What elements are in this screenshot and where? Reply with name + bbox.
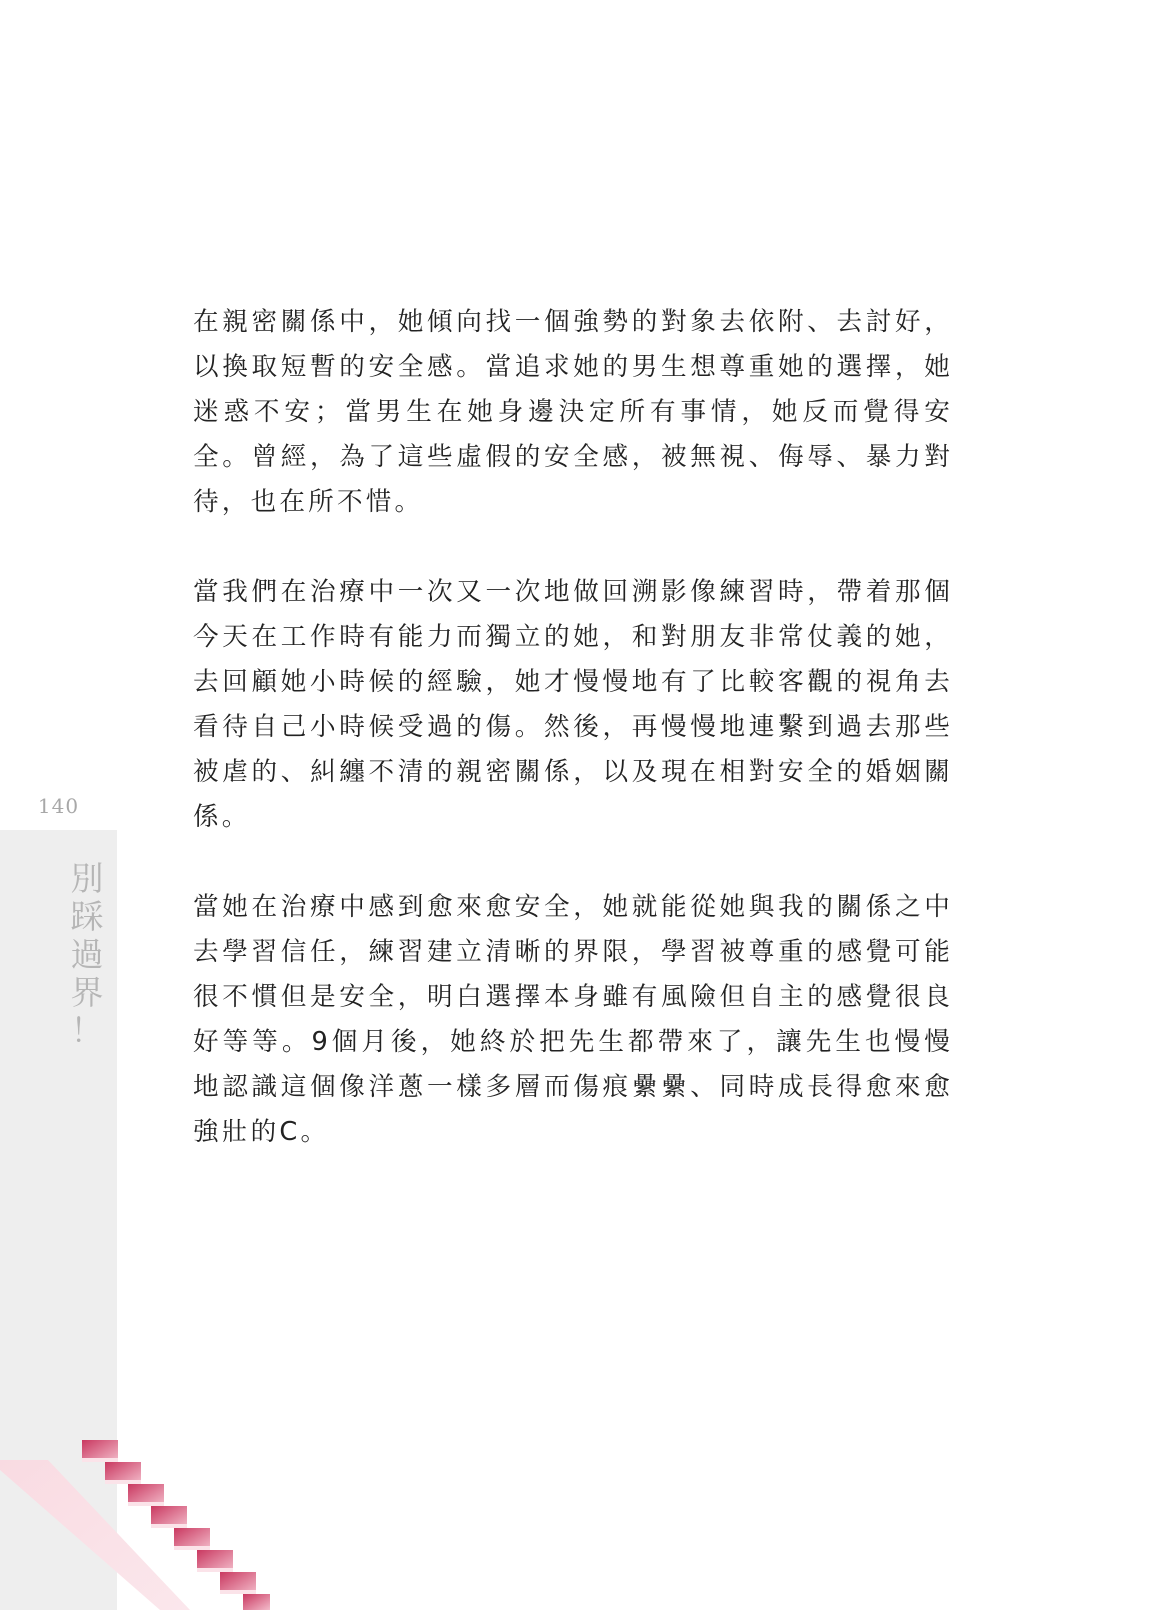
paragraph: 在親密關係中，她傾向找一個強勢的對象去依附、去討好，以換取短暫的安全感。當追求她的男生想尊重她的選擇，她迷惑不安；當男生在她身邊決定所有事情，她反而覺得安全。曾經，為了這些虛假的安全感，被無視、侮辱、暴力對待，也在所不惜。 — [193, 307, 953, 517]
page-number: 140 — [37, 794, 80, 818]
running-title-char: 別 — [70, 859, 104, 898]
pink-staircase-graphic — [0, 1440, 270, 1610]
body-text — [193, 300, 953, 1200]
running-title-char: 踩 — [70, 897, 104, 936]
paragraph: 當她在治療中感到愈來愈安全，她就能從她與我的關係之中去學習信任，練習建立清晰的界限，學習被尊重的感覺可能很不慣但是安全，明白選擇本身雖有風險但自主的感覺很良好等等。9個月後，她終於把先生都帶來了，讓先生也慢慢地認識這個像洋蔥一樣多層而傷痕纍纍、同時成長得愈來愈強壯的C。 — [193, 892, 953, 1147]
paragraph: 當我們在治療中一次又一次地做回溯影像練習時，帶着那個今天在工作時有能力而獨立的她，和對朋友非常仗義的她，去回顧她小時候的經驗，她才慢慢地有了比較客觀的視角去看待自己小時候受過的傷。然後，再慢慢地連繫到過去那些被虐的、糾纏不清的親密關係，以及現在相對安全的婚姻關係。 — [193, 577, 953, 832]
running-title-char: 過 — [70, 935, 104, 974]
running-title-char: 界 — [70, 973, 104, 1012]
running-title-char: ！ — [70, 1011, 104, 1050]
running-title — [64, 860, 110, 1050]
